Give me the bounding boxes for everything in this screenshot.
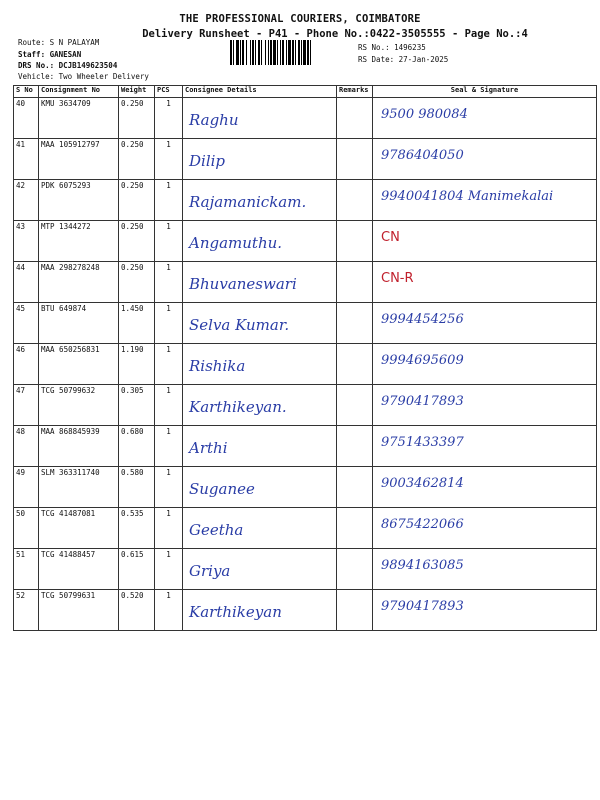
cell-signature <box>373 180 597 221</box>
cell-consignment-no: MAA 868845939 <box>39 426 119 467</box>
signature-handwriting: 9940041804 Manimekalai <box>381 189 554 204</box>
rs-date: RS Date: 27-Jan-2025 <box>358 55 449 64</box>
cell-remarks <box>337 426 373 467</box>
cell-consignment-no: TCG 41487081 <box>39 508 119 549</box>
signature-handwriting: 9790417893 <box>381 599 464 614</box>
table-row <box>14 221 597 262</box>
signature-handwriting: 9786404050 <box>381 148 464 163</box>
cell-consignee <box>183 344 337 385</box>
cell-remarks <box>337 385 373 426</box>
cell-sno: 40 <box>14 98 39 139</box>
cell-weight: 0.250 <box>119 139 155 180</box>
table-row <box>14 549 597 590</box>
col-header-remarks: Remarks <box>337 86 373 98</box>
table-row <box>14 262 597 303</box>
col-header-signature: Seal & Signature <box>373 86 597 98</box>
cell-signature <box>373 385 597 426</box>
route-label: Route: S N PALAYAM <box>18 38 100 47</box>
signature-handwriting: 9751433397 <box>381 435 464 450</box>
cell-pcs: 1 <box>155 385 183 426</box>
signature-handwriting: 9003462814 <box>381 476 464 491</box>
cell-signature <box>373 549 597 590</box>
cell-consignee <box>183 508 337 549</box>
cell-consignment-no: KMU 3634709 <box>39 98 119 139</box>
cell-pcs: 1 <box>155 221 183 262</box>
barcode <box>230 40 340 65</box>
cell-consignee <box>183 303 337 344</box>
rs-number: RS No.: 1496235 <box>358 43 426 52</box>
page-title: THE PROFESSIONAL COURIERS, COIMBATORE <box>179 13 421 25</box>
cell-pcs: 1 <box>155 262 183 303</box>
cell-remarks <box>337 590 373 631</box>
cell-consignee <box>183 385 337 426</box>
cell-consignment-no: PDK 6075293 <box>39 180 119 221</box>
col-header-weight: Weight <box>119 86 155 98</box>
drs-number: DRS No.: DCJB149623504 <box>18 61 118 70</box>
cell-sno: 52 <box>14 590 39 631</box>
signature-handwriting: 9894163085 <box>381 558 464 573</box>
signature-handwriting: 8675422066 <box>381 517 464 532</box>
cell-consignee <box>183 180 337 221</box>
col-header-pcs: PCS <box>155 86 183 98</box>
signature-handwriting: CN-R <box>381 271 414 286</box>
runsheet-table <box>13 85 597 631</box>
table-row <box>14 98 597 139</box>
table-header-row <box>14 86 597 98</box>
cell-consignee <box>183 139 337 180</box>
cell-sno: 41 <box>14 139 39 180</box>
cell-sno: 42 <box>14 180 39 221</box>
cell-sno: 51 <box>14 549 39 590</box>
cell-remarks <box>337 549 373 590</box>
cell-pcs: 1 <box>155 549 183 590</box>
signature-handwriting: 9500 980084 <box>381 107 468 122</box>
staff-label: Staff: GANESAN <box>18 50 82 59</box>
consignee-handwriting: Angamuthu. <box>189 234 283 252</box>
cell-consignee <box>183 590 337 631</box>
cell-consignee <box>183 98 337 139</box>
consignee-handwriting: Selva Kumar. <box>189 316 290 334</box>
consignee-handwriting: Griya <box>189 562 231 580</box>
consignee-handwriting: Bhuvaneswari <box>189 275 297 293</box>
cell-weight: 0.305 <box>119 385 155 426</box>
cell-weight: 0.250 <box>119 180 155 221</box>
cell-pcs: 1 <box>155 426 183 467</box>
cell-remarks <box>337 98 373 139</box>
cell-consignment-no: MAA 105912797 <box>39 139 119 180</box>
col-header-consignment: Consignment No <box>39 86 119 98</box>
cell-consignment-no: TCG 50799631 <box>39 590 119 631</box>
cell-weight: 0.520 <box>119 590 155 631</box>
cell-pcs: 1 <box>155 467 183 508</box>
cell-weight: 0.250 <box>119 262 155 303</box>
signature-handwriting: 9994454256 <box>381 312 464 327</box>
cell-consignee <box>183 549 337 590</box>
table-row <box>14 508 597 549</box>
consignee-handwriting: Suganee <box>189 480 255 498</box>
cell-sno: 43 <box>14 221 39 262</box>
cell-consignment-no: MTP 1344272 <box>39 221 119 262</box>
cell-consignment-no: TCG 41488457 <box>39 549 119 590</box>
cell-pcs: 1 <box>155 139 183 180</box>
cell-sno: 50 <box>14 508 39 549</box>
cell-weight: 0.580 <box>119 467 155 508</box>
cell-remarks <box>337 508 373 549</box>
cell-signature <box>373 590 597 631</box>
signature-handwriting: 9790417893 <box>381 394 464 409</box>
cell-consignee <box>183 467 337 508</box>
table-row <box>14 303 597 344</box>
cell-signature <box>373 467 597 508</box>
runsheet-subtitle: Delivery Runsheet - P41 - Phone No.:0422-3505555 - Page No.:4 <box>142 28 528 40</box>
cell-sno: 46 <box>14 344 39 385</box>
cell-weight: 1.450 <box>119 303 155 344</box>
consignee-handwriting: Dilip <box>189 152 226 170</box>
consignee-handwriting: Arthi <box>189 439 228 457</box>
consignee-handwriting: Rajamanickam. <box>189 193 307 211</box>
cell-remarks <box>337 303 373 344</box>
cell-signature <box>373 262 597 303</box>
table-row <box>14 590 597 631</box>
cell-consignment-no: BTU 649874 <box>39 303 119 344</box>
cell-consignment-no: SLM 363311740 <box>39 467 119 508</box>
cell-sno: 44 <box>14 262 39 303</box>
signature-handwriting: 9994695609 <box>381 353 464 368</box>
cell-pcs: 1 <box>155 508 183 549</box>
cell-signature <box>373 139 597 180</box>
cell-consignee <box>183 262 337 303</box>
consignee-handwriting: Karthikeyan. <box>189 398 287 416</box>
cell-remarks <box>337 467 373 508</box>
cell-signature <box>373 303 597 344</box>
cell-pcs: 1 <box>155 98 183 139</box>
cell-remarks <box>337 180 373 221</box>
cell-weight: 0.250 <box>119 98 155 139</box>
cell-consignee <box>183 426 337 467</box>
cell-remarks <box>337 344 373 385</box>
cell-pcs: 1 <box>155 180 183 221</box>
col-header-consignee: Consignee Details <box>183 86 337 98</box>
table-row <box>14 467 597 508</box>
cell-consignment-no: TCG 50799632 <box>39 385 119 426</box>
cell-weight: 1.190 <box>119 344 155 385</box>
cell-sno: 45 <box>14 303 39 344</box>
cell-weight: 0.250 <box>119 221 155 262</box>
cell-signature <box>373 98 597 139</box>
cell-remarks <box>337 139 373 180</box>
cell-remarks <box>337 262 373 303</box>
cell-sno: 48 <box>14 426 39 467</box>
table-row <box>14 139 597 180</box>
cell-pcs: 1 <box>155 344 183 385</box>
cell-signature <box>373 221 597 262</box>
vehicle-label: Vehicle: Two Wheeler Delivery <box>18 72 149 81</box>
cell-pcs: 1 <box>155 303 183 344</box>
consignee-handwriting: Raghu <box>189 111 239 129</box>
cell-sno: 49 <box>14 467 39 508</box>
table-row <box>14 426 597 467</box>
cell-remarks <box>337 221 373 262</box>
consignee-handwriting: Geetha <box>189 521 244 539</box>
table-row <box>14 180 597 221</box>
cell-sno: 47 <box>14 385 39 426</box>
consignee-handwriting: Rishika <box>189 357 246 375</box>
cell-consignment-no: MAA 650256831 <box>39 344 119 385</box>
cell-signature <box>373 426 597 467</box>
table-row <box>14 385 597 426</box>
col-header-sno: S No <box>14 86 39 98</box>
cell-pcs: 1 <box>155 590 183 631</box>
cell-weight: 0.535 <box>119 508 155 549</box>
cell-signature <box>373 344 597 385</box>
cell-weight: 0.680 <box>119 426 155 467</box>
cell-consignment-no: MAA 298278248 <box>39 262 119 303</box>
signature-handwriting: CN <box>381 230 400 245</box>
cell-signature <box>373 508 597 549</box>
cell-consignee <box>183 221 337 262</box>
consignee-handwriting: Karthikeyan <box>189 603 282 621</box>
table-row <box>14 344 597 385</box>
cell-weight: 0.615 <box>119 549 155 590</box>
